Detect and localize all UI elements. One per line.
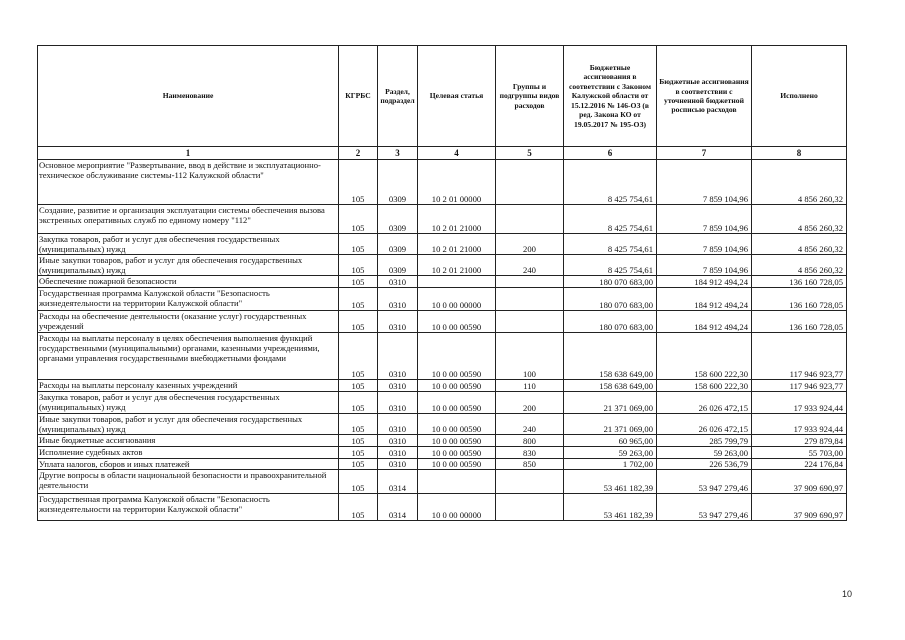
row-kgrbs: 105 [339, 392, 378, 414]
row-section: 0309 [378, 205, 418, 234]
table-row [38, 392, 847, 414]
row-group [496, 494, 564, 521]
header-kgrbs: КГРБС [339, 46, 378, 147]
row-target [418, 276, 496, 288]
row-group: 200 [496, 392, 564, 414]
column-number-row [38, 147, 847, 160]
row-name: Иные закупки товаров, работ и услуг для обеспечения государственных (муниципальных) нужд [38, 255, 339, 276]
row-law-amount: 180 070 683,00 [564, 311, 657, 333]
row-executed-amount: 4 856 260,32 [752, 234, 847, 255]
page-number: 10 [842, 589, 853, 599]
table-row [38, 288, 847, 311]
row-refined-amount: 184 912 494,24 [657, 288, 752, 311]
table-row [38, 160, 847, 205]
column-number: 2 [339, 147, 378, 160]
row-refined-amount: 7 859 104,96 [657, 255, 752, 276]
table-row [38, 459, 847, 470]
row-target: 10 2 01 21000 [418, 255, 496, 276]
row-section: 0314 [378, 470, 418, 494]
row-target: 10 2 01 21000 [418, 205, 496, 234]
row-law-amount: 158 638 649,00 [564, 380, 657, 392]
row-executed-amount: 4 856 260,32 [752, 160, 847, 205]
row-law-amount: 8 425 754,61 [564, 205, 657, 234]
row-name: Исполнение судебных актов [38, 447, 339, 459]
row-name: Иные закупки товаров, работ и услуг для обеспечения государственных (муниципальных) нужд [38, 414, 339, 435]
row-target: 10 0 00 00590 [418, 311, 496, 333]
row-group: 850 [496, 459, 564, 470]
row-kgrbs: 105 [339, 494, 378, 521]
row-target: 10 0 00 00590 [418, 380, 496, 392]
row-group [496, 160, 564, 205]
header-group: Группы и подгруппы видов расходов [496, 46, 564, 147]
header-refined: Бюджетные ассигнования в соответствии с уточненной бюджетной росписью расходов [657, 46, 752, 147]
row-law-amount: 21 371 069,00 [564, 392, 657, 414]
row-law-amount: 180 070 683,00 [564, 276, 657, 288]
row-section: 0310 [378, 276, 418, 288]
row-section: 0310 [378, 333, 418, 380]
header-row [38, 46, 847, 147]
table-row [38, 276, 847, 288]
row-refined-amount: 59 263,00 [657, 447, 752, 459]
table-row [38, 414, 847, 435]
row-section: 0309 [378, 255, 418, 276]
row-refined-amount: 7 859 104,96 [657, 234, 752, 255]
row-target: 10 0 00 00590 [418, 435, 496, 447]
row-law-amount: 60 965,00 [564, 435, 657, 447]
row-kgrbs: 105 [339, 255, 378, 276]
row-target: 10 0 00 00590 [418, 333, 496, 380]
row-refined-amount: 158 600 222,30 [657, 380, 752, 392]
row-kgrbs: 105 [339, 380, 378, 392]
row-section: 0309 [378, 234, 418, 255]
row-refined-amount: 53 947 279,46 [657, 470, 752, 494]
row-law-amount: 21 371 069,00 [564, 414, 657, 435]
column-number: 5 [496, 147, 564, 160]
row-group: 100 [496, 333, 564, 380]
row-group [496, 276, 564, 288]
row-target [418, 470, 496, 494]
row-kgrbs: 105 [339, 276, 378, 288]
row-kgrbs: 105 [339, 160, 378, 205]
row-section: 0310 [378, 288, 418, 311]
row-refined-amount: 158 600 222,30 [657, 333, 752, 380]
column-number: 1 [38, 147, 339, 160]
row-name: Расходы на выплаты персоналу в целях обеспечения выполнения функций государственными (муниципальными) органами, казенными учреждениями, органами управления государственными внебюджетными фондами [38, 333, 339, 380]
row-name: Обеспечение пожарной безопасности [38, 276, 339, 288]
row-target: 10 0 00 00000 [418, 494, 496, 521]
table-row [38, 435, 847, 447]
row-group [496, 205, 564, 234]
header-executed: Исполнено [752, 46, 847, 147]
row-name: Основное мероприятие "Развертывание, ввод в действие и эксплуатационно-техническое обслуживание системы-112 Калужской области" [38, 160, 339, 205]
row-refined-amount: 7 859 104,96 [657, 205, 752, 234]
row-group [496, 470, 564, 494]
row-name: Другие вопросы в области национальной безопасности и правоохранительной деятельности [38, 470, 339, 494]
row-executed-amount: 17 933 924,44 [752, 414, 847, 435]
header-name: Наименование [38, 46, 339, 147]
column-number: 7 [657, 147, 752, 160]
column-number: 3 [378, 147, 418, 160]
row-group: 200 [496, 234, 564, 255]
row-target: 10 0 00 00590 [418, 414, 496, 435]
table-row [38, 447, 847, 459]
row-kgrbs: 105 [339, 333, 378, 380]
row-law-amount: 53 461 182,39 [564, 470, 657, 494]
table-row [38, 205, 847, 234]
row-refined-amount: 226 536,79 [657, 459, 752, 470]
table-row [38, 255, 847, 276]
row-law-amount: 59 263,00 [564, 447, 657, 459]
row-group [496, 288, 564, 311]
row-group: 240 [496, 414, 564, 435]
budget-table [37, 45, 847, 521]
header-law: Бюджетные ассигнования в соответствии с Законом Калужской области от 15.12.2016 № 146-ОЗ (в ред. Закона КО от 19.05.2017 № 195-ОЗ) [564, 46, 657, 147]
row-group: 240 [496, 255, 564, 276]
row-name: Иные бюджетные ассигнования [38, 435, 339, 447]
row-name: Создание, развитие и организация эксплуатации системы обеспечения вызова экстренных оперативных служб по единому номеру "112" [38, 205, 339, 234]
row-name: Закупка товаров, работ и услуг для обеспечения государственных (муниципальных) нужд [38, 234, 339, 255]
row-target: 10 0 00 00000 [418, 288, 496, 311]
row-executed-amount: 37 909 690,97 [752, 470, 847, 494]
row-section: 0310 [378, 414, 418, 435]
column-number: 4 [418, 147, 496, 160]
column-number: 6 [564, 147, 657, 160]
row-group: 110 [496, 380, 564, 392]
row-executed-amount: 136 160 728,05 [752, 276, 847, 288]
row-target: 10 0 00 00590 [418, 392, 496, 414]
row-refined-amount: 7 859 104,96 [657, 160, 752, 205]
row-section: 0310 [378, 380, 418, 392]
row-section: 0310 [378, 435, 418, 447]
table-row [38, 234, 847, 255]
row-kgrbs: 105 [339, 459, 378, 470]
table-row [38, 380, 847, 392]
row-law-amount: 1 702,00 [564, 459, 657, 470]
row-group: 800 [496, 435, 564, 447]
table-row [38, 311, 847, 333]
row-executed-amount: 37 909 690,97 [752, 494, 847, 521]
row-target: 10 0 00 00590 [418, 447, 496, 459]
row-kgrbs: 105 [339, 447, 378, 459]
row-group: 830 [496, 447, 564, 459]
row-law-amount: 180 070 683,00 [564, 288, 657, 311]
row-name: Уплата налогов, сборов и иных платежей [38, 459, 339, 470]
row-kgrbs: 105 [339, 234, 378, 255]
row-name: Расходы на выплаты персоналу казенных учреждений [38, 380, 339, 392]
row-law-amount: 158 638 649,00 [564, 333, 657, 380]
row-kgrbs: 105 [339, 435, 378, 447]
row-kgrbs: 105 [339, 205, 378, 234]
row-section: 0310 [378, 311, 418, 333]
row-executed-amount: 55 703,00 [752, 447, 847, 459]
row-name: Закупка товаров, работ и услуг для обеспечения государственных (муниципальных) нужд [38, 392, 339, 414]
row-executed-amount: 224 176,84 [752, 459, 847, 470]
row-law-amount: 8 425 754,61 [564, 234, 657, 255]
header-target: Целевая статья [418, 46, 496, 147]
row-executed-amount: 117 946 923,77 [752, 333, 847, 380]
table-row [38, 494, 847, 521]
row-name: Расходы на обеспечение деятельности (оказание услуг) государственных учреждений [38, 311, 339, 333]
row-executed-amount: 117 946 923,77 [752, 380, 847, 392]
row-section: 0310 [378, 459, 418, 470]
row-refined-amount: 26 026 472,15 [657, 392, 752, 414]
row-section: 0309 [378, 160, 418, 205]
row-executed-amount: 279 879,84 [752, 435, 847, 447]
row-refined-amount: 26 026 472,15 [657, 414, 752, 435]
row-executed-amount: 4 856 260,32 [752, 205, 847, 234]
row-section: 0310 [378, 447, 418, 459]
row-kgrbs: 105 [339, 311, 378, 333]
row-law-amount: 8 425 754,61 [564, 160, 657, 205]
row-target: 10 0 00 00590 [418, 459, 496, 470]
row-section: 0314 [378, 494, 418, 521]
row-target: 10 2 01 21000 [418, 234, 496, 255]
row-target: 10 2 01 00000 [418, 160, 496, 205]
row-kgrbs: 105 [339, 288, 378, 311]
row-name: Государственная программа Калужской области "Безопасность жизнедеятельности на территории Калужской области" [38, 288, 339, 311]
row-executed-amount: 136 160 728,05 [752, 288, 847, 311]
row-kgrbs: 105 [339, 470, 378, 494]
row-refined-amount: 285 799,79 [657, 435, 752, 447]
row-law-amount: 8 425 754,61 [564, 255, 657, 276]
table-row [38, 333, 847, 380]
row-refined-amount: 184 912 494,24 [657, 311, 752, 333]
row-executed-amount: 4 856 260,32 [752, 255, 847, 276]
row-group [496, 311, 564, 333]
row-section: 0310 [378, 392, 418, 414]
row-executed-amount: 17 933 924,44 [752, 392, 847, 414]
row-refined-amount: 53 947 279,46 [657, 494, 752, 521]
column-number: 8 [752, 147, 847, 160]
header-section: Раздел, подраздел [378, 46, 418, 147]
row-law-amount: 53 461 182,39 [564, 494, 657, 521]
table-row [38, 470, 847, 494]
row-executed-amount: 136 160 728,05 [752, 311, 847, 333]
row-name: Государственная программа Калужской области "Безопасность жизнедеятельности на территории Калужской области" [38, 494, 339, 521]
row-kgrbs: 105 [339, 414, 378, 435]
row-refined-amount: 184 912 494,24 [657, 276, 752, 288]
